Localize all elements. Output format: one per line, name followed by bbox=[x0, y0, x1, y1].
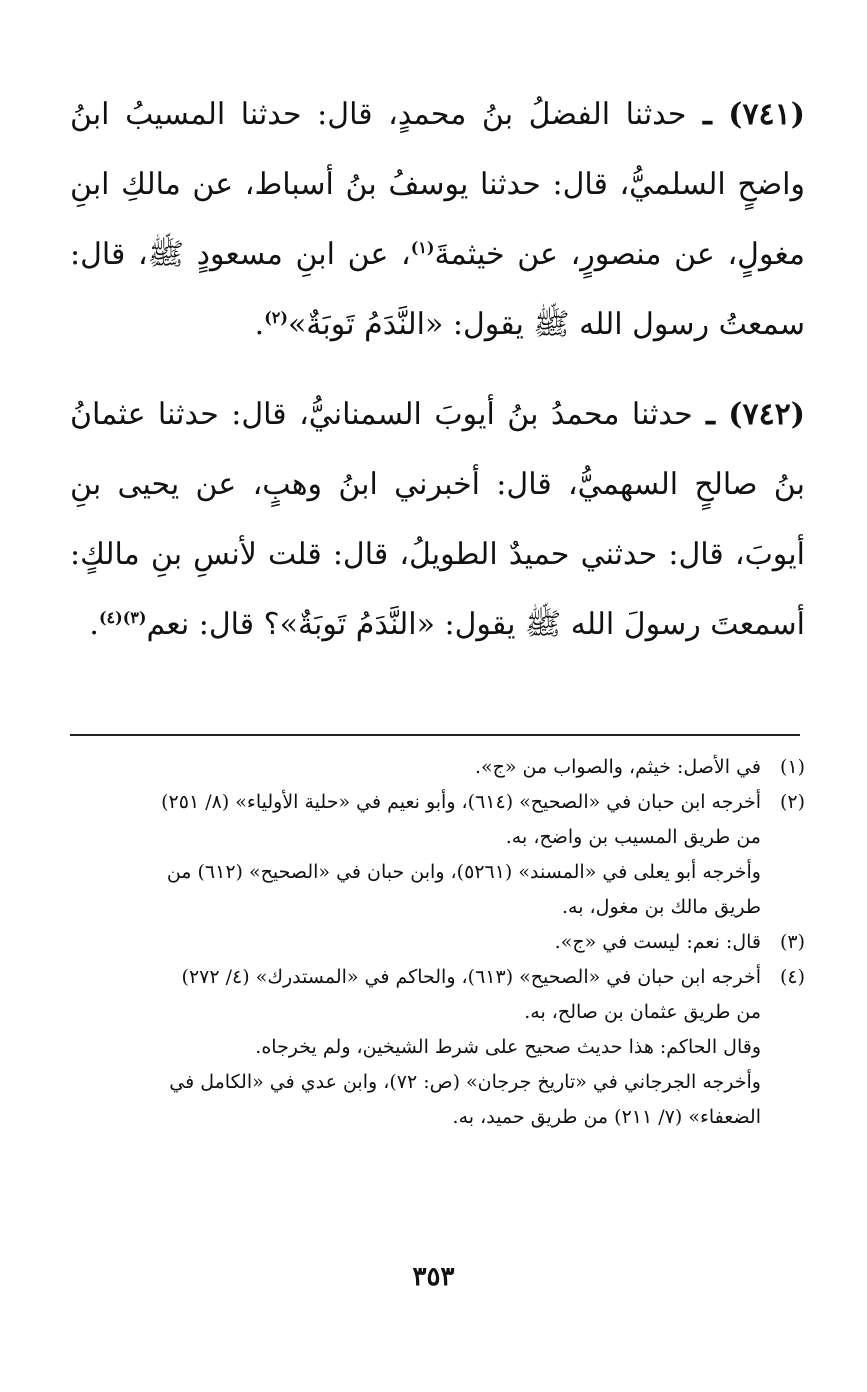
hadith-text-continued: ، عن ابنِ مسعودٍ ﷺ، قال: سمعتُ رسول الله ﷺ يقول: «النَّدَمُ تَوبَةٌ» bbox=[70, 237, 805, 342]
page-number: ٣٥٣ bbox=[412, 1262, 455, 1292]
footnote-marker: (٣) bbox=[779, 931, 805, 953]
footnote-line: وقال الحاكم: هذا حديث صحيح على شرط الشيخين، ولم يخرجاه. bbox=[255, 1036, 761, 1058]
hadith-742 bbox=[70, 380, 805, 660]
footnote-line: أخرجه ابن حبان في «الصحيح» (٦١٣)، والحاكم في «المستدرك» (٤/ ٢٧٢) bbox=[181, 966, 761, 988]
footnote-3 bbox=[70, 925, 805, 960]
footnote-ref: (٣) bbox=[122, 608, 147, 627]
hadith-741 bbox=[70, 80, 805, 360]
hadith-text-end: . bbox=[254, 307, 265, 342]
hadith-text-end: . bbox=[89, 607, 99, 642]
main-text bbox=[70, 80, 805, 680]
hadith-number: (٧٤١) ـ bbox=[702, 97, 805, 132]
footnote-line: من طريق المسيب بن واضح، به. bbox=[505, 826, 761, 848]
footnote-ref: (٢) bbox=[264, 308, 288, 327]
footnote-marker: (٢) bbox=[779, 791, 805, 813]
footnote-line: في الأصل: خيثم، والصواب من «ج». bbox=[474, 756, 761, 778]
hadith-text: حدثنا محمدُ بنُ أيوبَ السمنانيُّ، قال: حدثنا عثمانُ بنُ صالحٍ السهميُّ، قال: أخبرني ابنُ وهبٍ، عن يحيى بنِ أيوبَ، قال: حدثني حميدٌ الطويلُ، قال: قلت لأنسِ بنِ مالكٍ: أسمعتَ رسولَ الله ﷺ يقول: «النَّدَمُ تَوبَةٌ»؟ قال: نعم bbox=[70, 397, 805, 642]
footnote-line: الضعفاء» (٧/ ٢١١) من طريق حميد، به. bbox=[452, 1106, 761, 1128]
footnote-ref: (٤) bbox=[98, 608, 123, 627]
footnote-marker: (١) bbox=[779, 756, 805, 778]
footnote-line: من طريق عثمان بن صالح، به. bbox=[524, 1001, 761, 1023]
footnote-marker: (٤) bbox=[779, 966, 805, 988]
hadith-text: حدثنا الفضلُ بنُ محمدٍ، قال: حدثنا المسيبُ ابنُ واضحٍ السلميُّ، قال: حدثنا يوسفُ بنُ أسباط، عن مالكِ ابنِ مغولٍ، عن منصورٍ، عن خيثمةَ bbox=[70, 97, 805, 272]
footnote-line: أخرجه ابن حبان في «الصحيح» (٦١٤)، وأبو نعيم في «حلية الأولياء» (٨/ ٢٥١) bbox=[161, 791, 761, 813]
footnote-ref: (١) bbox=[410, 238, 435, 257]
footnote-line: طريق مالك بن مغول، به. bbox=[561, 896, 761, 918]
footnotes bbox=[70, 750, 805, 1135]
footnote-line: قال: نعم: ليست في «ج». bbox=[554, 931, 761, 953]
footnote-line: وأخرجه أبو يعلى في «المسند» (٥٢٦١)، وابن حبان في «الصحيح» (٦١٢) من bbox=[166, 861, 761, 883]
footnote-1 bbox=[70, 750, 805, 785]
footnote-line: وأخرجه الجرجاني في «تاريخ جرجان» (ص: ٧٢)، وابن عدي في «الكامل في bbox=[169, 1071, 761, 1093]
footnote-4 bbox=[70, 960, 805, 1135]
footnote-2 bbox=[70, 785, 805, 925]
hadith-number: (٧٤٢) ـ bbox=[706, 397, 805, 432]
footnote-divider bbox=[70, 734, 800, 736]
